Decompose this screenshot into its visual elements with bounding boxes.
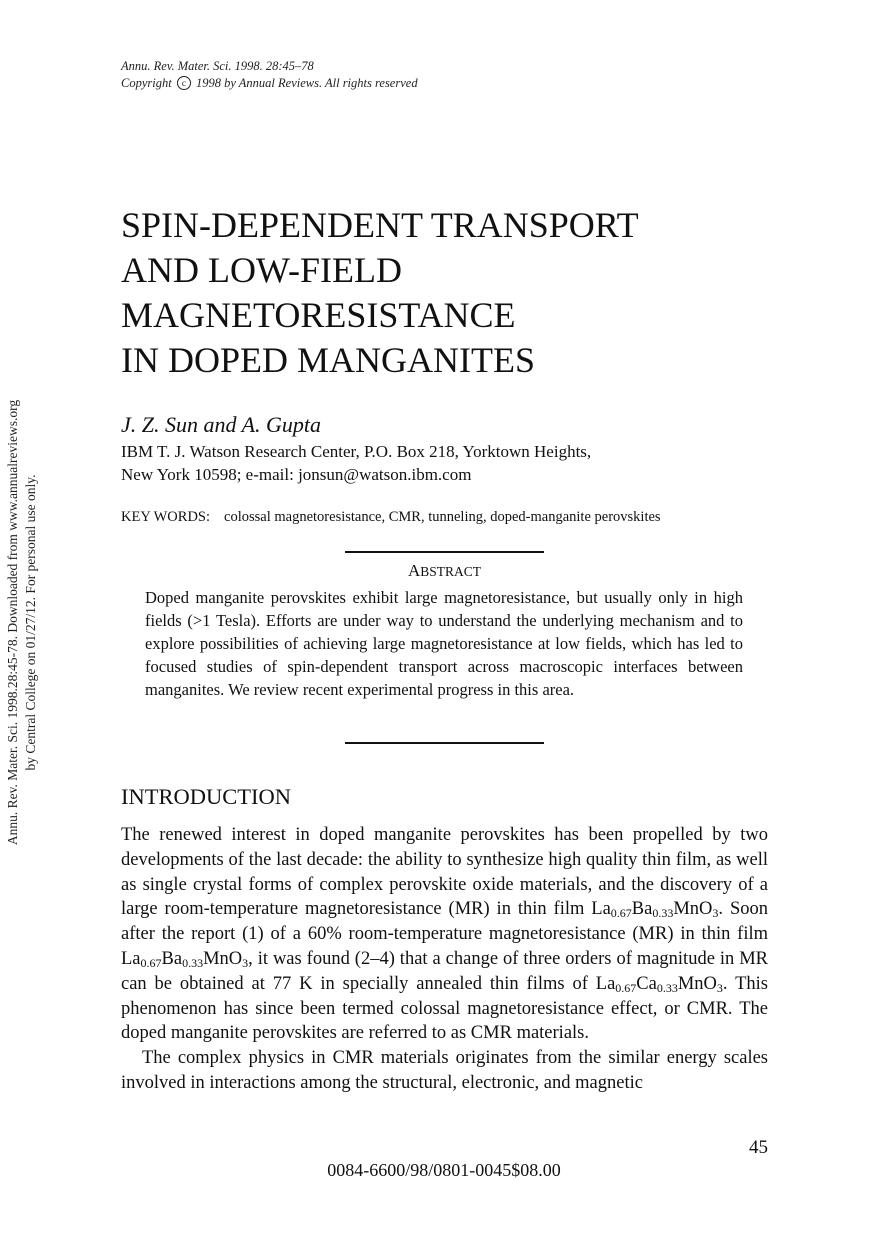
subscript: 0.67 — [610, 906, 632, 921]
title-line: IN DOPED MANGANITES — [121, 340, 535, 380]
keywords-label: KEY WORDS: — [121, 509, 211, 525]
affiliation — [121, 440, 591, 486]
element: MnO — [677, 973, 717, 994]
copyright-suffix: 1998 by Annual Reviews. All rights reserved — [195, 76, 418, 90]
text-run: . This phenomenon has since been termed colossal magnetoresistance effect, or CMR. The doped manganite perovskites are referred to as CMR materials. — [121, 973, 768, 1044]
journal-header — [121, 58, 418, 92]
affiliation-line: New York 10598; e-mail: jonsun@watson.ibm.com — [121, 465, 472, 484]
sidebar-text — [4, 345, 40, 900]
article-title — [121, 203, 639, 383]
abstract-top-rule — [345, 551, 544, 553]
title-line: MAGNETORESISTANCE — [121, 295, 516, 335]
subscript: 0.67 — [140, 955, 162, 970]
copyright-icon: c — [177, 76, 191, 90]
element: La — [595, 973, 616, 994]
text-run: . Soon after the report (1) of a 60% room-temperature magnetoresistance (MR) in thin film — [121, 899, 768, 945]
text-run: The renewed interest in doped manganite perovskites has been propelled by two developments of the last decade: the ability to synthesize high quality thin film, as well as single crystal forms of complex perovskite oxide materials, and the discovery of a large room-temperature magnetoresistance (MR) in thin film — [121, 825, 768, 920]
footer-code: 0084-6600/98/0801-0045$08.00 — [327, 1160, 561, 1180]
subscript: 0.33 — [652, 906, 674, 921]
sidebar-line-1: Annu. Rev. Mater. Sci. 1998.28:45-78. Downloaded from www.annualreviews.org — [5, 399, 20, 846]
element: Ba — [161, 948, 183, 969]
element: La — [591, 899, 611, 920]
sidebar-line-2: by Central College on 01/27/12. For personal use only. — [23, 474, 38, 771]
download-sidebar — [4, 345, 44, 900]
subscript: 0.33 — [656, 980, 678, 995]
element: MnO — [673, 899, 713, 920]
authors: J. Z. Sun and A. Gupta — [121, 412, 322, 437]
abstract-heading-initial: A — [407, 561, 421, 580]
affiliation-line: IBM T. J. Watson Research Center, P.O. Box 218, Yorktown Heights, — [121, 442, 592, 461]
title-line: SPIN-DEPENDENT TRANSPORT — [121, 205, 639, 245]
element: Ba — [631, 899, 653, 920]
citation: Annu. Rev. Mater. Sci. 1998. 28:45–78 — [121, 59, 314, 73]
chemical-formula — [121, 949, 248, 969]
copyright-line — [121, 75, 418, 92]
element: MnO — [203, 948, 243, 969]
subscript: 3 — [712, 906, 719, 921]
element: La — [121, 948, 141, 969]
subscript: 0.33 — [182, 955, 204, 970]
subscript: 3 — [242, 955, 249, 970]
keywords-text: colossal magnetoresistance, CMR, tunneling, doped-manganite perovskites — [224, 509, 661, 525]
section-heading: INTRODUCTION — [121, 784, 291, 809]
subscript: 3 — [716, 980, 723, 995]
element: Ca — [636, 973, 657, 994]
paragraph — [121, 823, 768, 1046]
copyright-prefix: Copyright — [121, 76, 172, 90]
subscript: 0.67 — [615, 980, 637, 995]
text-run: , it was found (2–4) that a change of three orders of magnitude in MR can be obtained at 77 K in specially annealed thin films of — [121, 948, 768, 994]
title-line: AND LOW-FIELD — [121, 250, 402, 290]
body-text — [121, 823, 768, 1096]
paragraph: The complex physics in CMR materials originates from the similar energy scales involved in interactions among the structural, electronic, and magnetic — [121, 1048, 768, 1093]
page-number: 45 — [749, 1137, 768, 1158]
abstract-bottom-rule — [345, 742, 544, 744]
abstract-heading — [345, 561, 544, 581]
keywords — [121, 509, 661, 526]
abstract-heading-rest: BSTRACT — [420, 564, 482, 579]
chemical-formula — [596, 974, 723, 994]
abstract-text: Doped manganite perovskites exhibit large magnetoresistance, but usually only in high fields (>1 Tesla). Efforts are under way to understand the underlying mechanism and to explore possibilities of achieving large magnetoresistance at low fields, which has led to focused studies of spin-dependent transport across macroscopic interfaces between manganites. We review recent experimental progress in this area. — [145, 588, 743, 699]
chemical-formula — [591, 899, 718, 919]
